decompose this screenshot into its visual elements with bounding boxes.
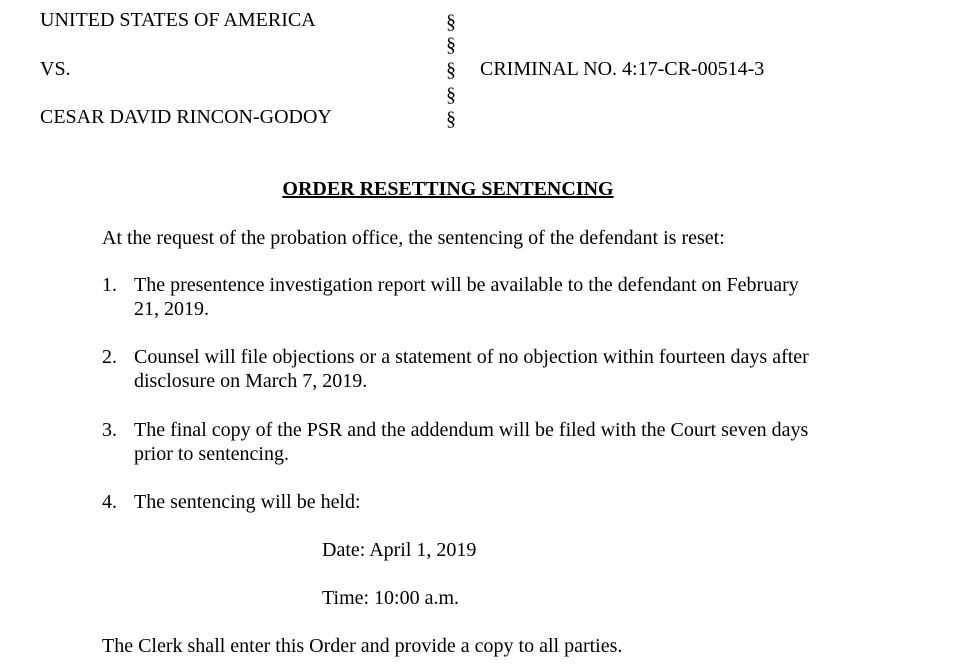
- defendant-name: CESAR DAVID RINCON-GODOY: [40, 106, 332, 128]
- case-number: CRIMINAL NO. 4:17-CR-00514-3: [480, 58, 765, 80]
- item-number: 2.: [102, 346, 117, 368]
- section-mark: §: [446, 84, 456, 106]
- item-line: The sentencing will be held:: [134, 491, 361, 513]
- section-mark: §: [446, 108, 456, 130]
- order-title: ORDER RESETTING SENTENCING: [282, 178, 614, 200]
- item-number: 4.: [102, 491, 117, 513]
- item-line: The final copy of the PSR and the addendum will be filed with the Court seven days: [134, 419, 809, 441]
- plaintiff-name: UNITED STATES OF AMERICA: [40, 9, 316, 31]
- sentencing-date: Date: April 1, 2019: [322, 539, 477, 561]
- closing-paragraph: The Clerk shall enter this Order and provide a copy to all parties.: [102, 635, 623, 657]
- section-mark: §: [446, 11, 456, 33]
- versus-label: VS.: [40, 58, 71, 80]
- item-number: 3.: [102, 419, 117, 441]
- item-line: disclosure on March 7, 2019.: [134, 370, 368, 392]
- intro-paragraph: At the request of the probation office, the sentencing of the defendant is reset:: [102, 227, 725, 249]
- item-line: Counsel will file objections or a statement of no objection within fourteen days after: [134, 346, 809, 368]
- sentencing-time: Time: 10:00 a.m.: [322, 587, 460, 609]
- item-line: The presentence investigation report will be available to the defendant on February: [134, 274, 799, 296]
- item-line: 21, 2019.: [134, 298, 209, 320]
- item-number: 1.: [102, 274, 117, 296]
- item-line: prior to sentencing.: [134, 443, 289, 465]
- section-mark: §: [446, 34, 456, 56]
- section-mark: §: [446, 59, 456, 81]
